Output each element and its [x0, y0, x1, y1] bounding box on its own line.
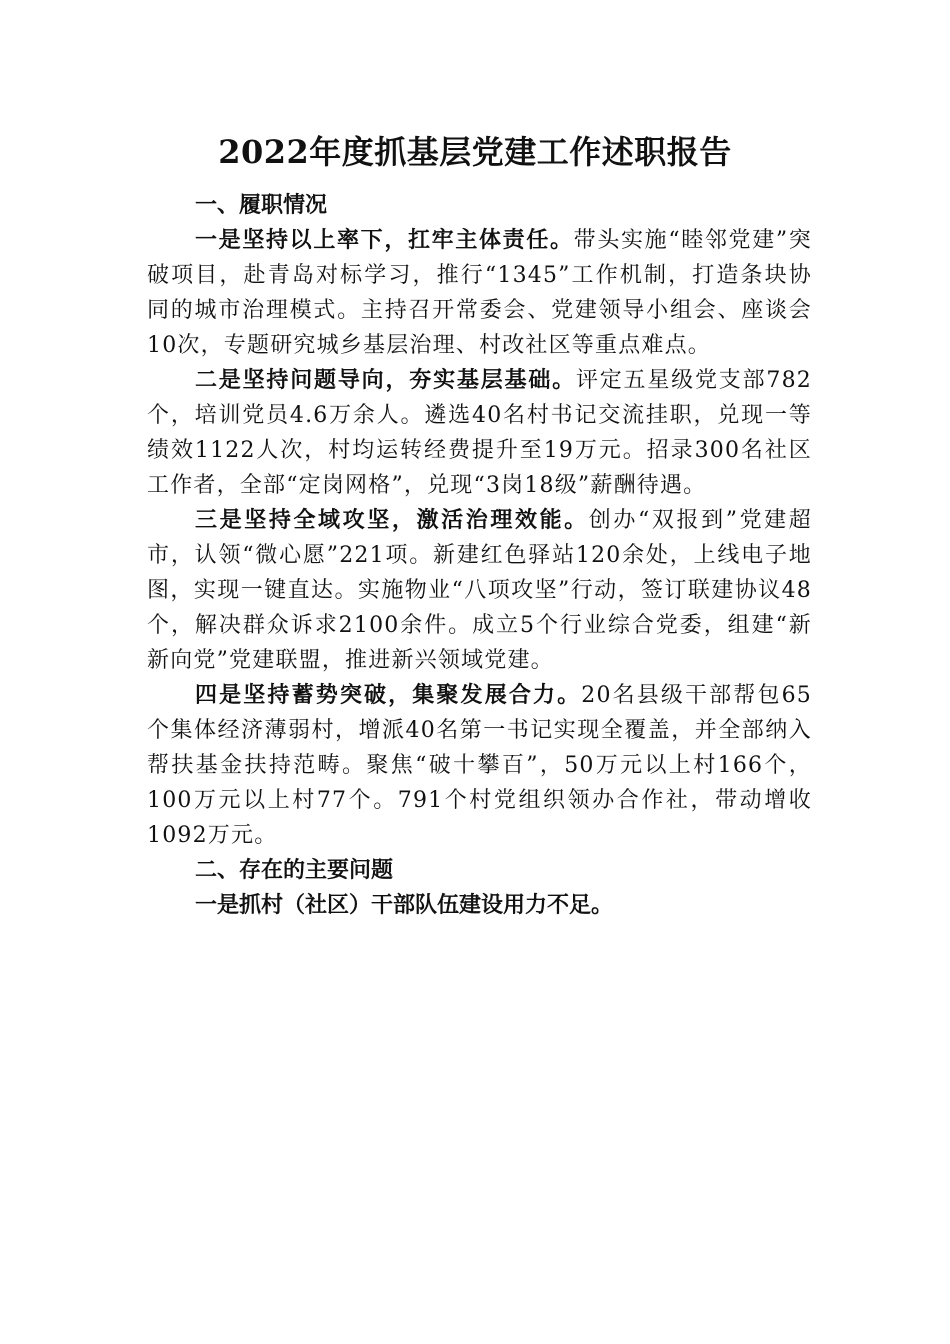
section-heading-problems: 二、存在的主要问题 [195, 857, 394, 883]
paragraph-3-lead: 三是坚持全域攻坚，激活治理效能。 [195, 507, 589, 533]
paragraph-1-text: 带头实施“睦邻党建”突破项目，赴青岛对标学习，推行“1345”工作机制，打造条块协同的城市治理模式。主持召开常委会、党建领导小组会、座谈会10次，专题研究城乡基层治理、村改社区等重点难点。 [147, 228, 813, 358]
paragraph-2-lead: 二是坚持问题导向，夯实基层基础。 [195, 367, 576, 393]
paragraph-3 [147, 503, 812, 678]
paragraph-4-lead: 四是坚持蓄势突破，集聚发展合力。 [195, 682, 582, 708]
document-body [147, 188, 812, 923]
paragraph-4-text: 20名县级干部帮包65个集体经济薄弱村，增派40名第一书记实现全覆盖，并全部纳入帮扶基金扶持范畴。聚焦“破十攀百”，50万元以上村166个，100万元以上村77个。791个村党组织领办合作社，带动增收1092万元。 [147, 683, 812, 848]
problem-point-1: 一是抓村（社区）干部队伍建设用力不足。 [195, 892, 614, 918]
paragraph-1-lead: 一是坚持以上率下，扛牢主体责任。 [195, 227, 574, 253]
section-heading-performance: 一、履职情况 [195, 192, 328, 218]
paragraph-2 [147, 363, 812, 503]
paragraph-4 [147, 678, 812, 853]
paragraph-2-text: 评定五星级党支部782个，培训党员4.6万余人。遴选40名村书记交流挂职，兑现一等绩效1122人次，村均运转经费提升至19万元。招录300名社区工作者，全部“定岗网格”，兑现“3岗18级”薪酬待遇。 [147, 368, 812, 498]
paragraph-1 [147, 223, 812, 363]
document-title: 2022年度抓基层党建工作述职报告 [218, 133, 732, 171]
paragraph-3-text: 创办“双报到”党建超市，认领“微心愿”221项。新建红色驿站120余处，上线电子地图，实现一键直达。实施物业“八项攻坚”行动，签订联建协议48个，解决群众诉求2100余件。成立5个行业综合党委，组建“新新向党”党建联盟，推进新兴领域党建。 [147, 508, 812, 673]
